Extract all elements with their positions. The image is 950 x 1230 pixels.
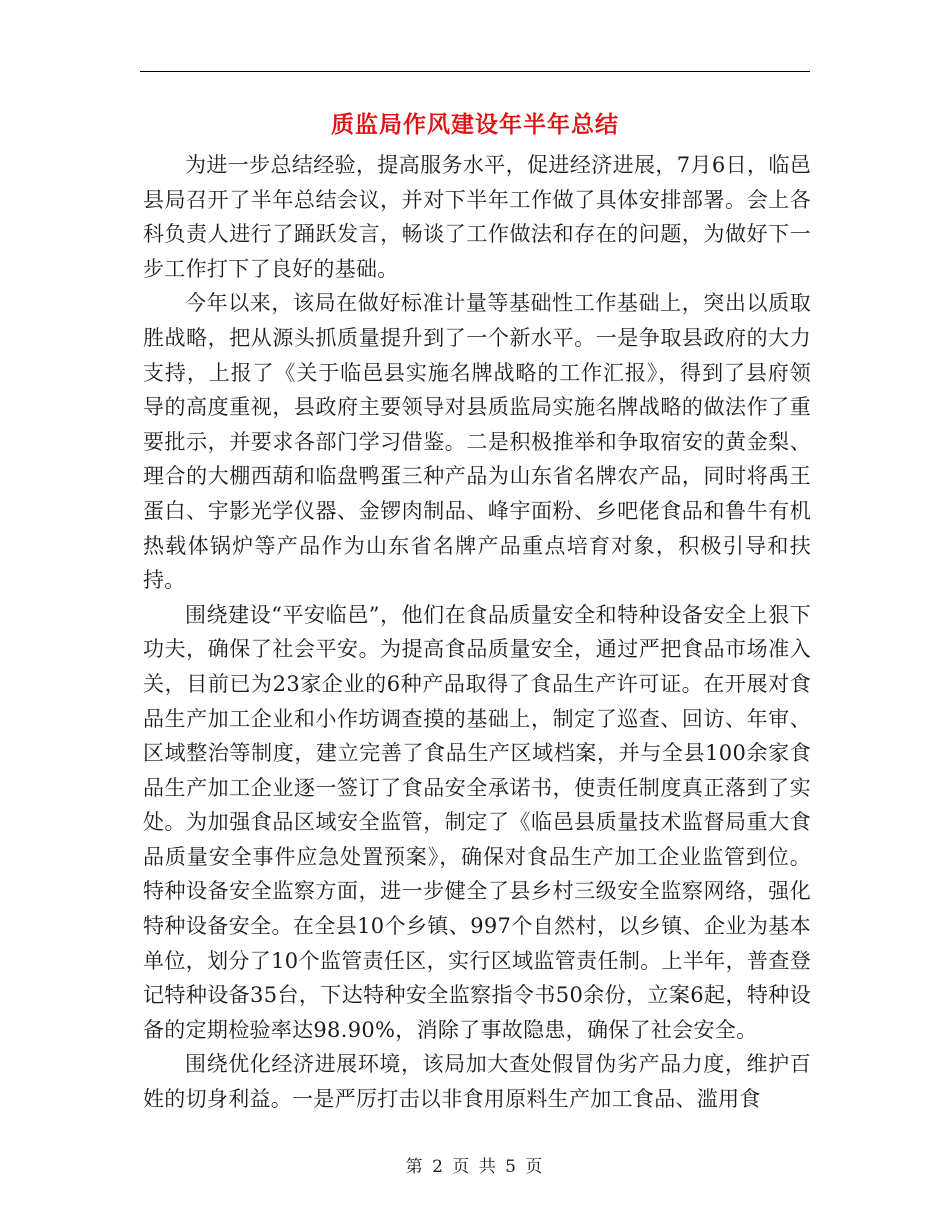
paragraph-3: 围绕建设“平安临邑”，他们在食品质量安全和特种设备安全上狠下功夫，确保了社会平安。为提高食品质量安全，通过严把食品市场准入关，目前已为23家企业的6种产品取得了食品生产许可证。在开展对食品生产加工企业和小作坊调查摸的基础上，制定了巡查、回访、年审、区域整治等制度，建立完善了食品生产区域档案，并与全县100余家食品生产加工企业逐一签订了食品安全承诺书，使责任制度真正落到了实处。为加强食品区域安全监管，制定了《临邑县质量技术监督局重大食品质量安全事件应急处置预案》，确保对食品生产加工企业监管到位。特种设备安全监察方面，进一步健全了县乡村三级安全监察网络，强化特种设备安全。在全县10个乡镇、997个自然村，以乡镇、企业为基本单位，划分了10个监管责任区，实行区域监管责任制。上半年，普查登记特种设备35台，下达特种安全监察指令书50余份，立案6起，特种设备的定期检验率达98.90%，消除了事故隐患，确保了社会安全。 xyxy=(143,602,811,1042)
page-number-footer: 第 2 页 共 5 页 xyxy=(405,1157,545,1177)
document-title: 质监局作风建设年半年总结 xyxy=(331,111,619,138)
header-rule xyxy=(140,71,810,72)
paragraph-4: 围绕优化经济进展环境，该局加大查处假冒伪劣产品力度，维护百姓的切身利益。一是严厉打击以非食用原料生产加工食品、滥用食 xyxy=(143,1052,811,1112)
document-body xyxy=(143,148,811,1117)
paragraph-2: 今年以来，该局在做好标准计量等基础性工作基础上，突出以质取胜战略，把从源头抓质量提升到了一个新水平。一是争取县政府的大力支持，上报了《关于临邑县实施名牌战略的工作汇报》，得到了县府领导的高度重视，县政府主要领导对县质监局实施名牌战略的做法作了重要批示，并要求各部门学习借鉴。二是积极推举和争取宿安的黄金梨、理合的大棚西葫和临盘鸭蛋三种产品为山东省名牌农产品，同时将禹王蛋白、宇影光学仪器、金锣肉制品、峰宇面粉、乡吧佬食品和鲁牛有机热载体锅炉等产品作为山东省名牌产品重点培育对象，积极引导和扶持。 xyxy=(143,291,811,593)
paragraph-1: 为进一步总结经验，提高服务水平，促进经济进展，7月6日，临邑县局召开了半年总结会议，并对下半年工作做了具体安排部署。会上各科负责人进行了踊跃发言，畅谈了工作做法和存在的问题，为做好下一步工作打下了良好的基础。 xyxy=(143,153,811,281)
